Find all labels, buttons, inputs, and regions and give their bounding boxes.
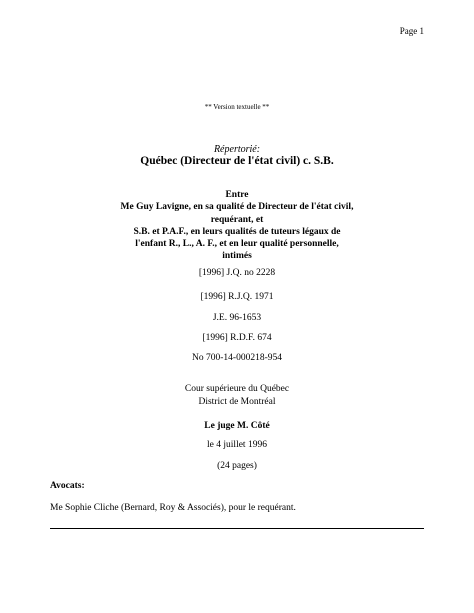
counsel-line: Me Sophie Cliche (Bernard, Roy & Associés), pour le requérant. [50, 503, 296, 513]
version-note: ** Version textuelle ** [204, 103, 270, 111]
page-count: (24 pages) [217, 461, 257, 471]
court-name: Cour supérieure du Québec [184, 384, 290, 394]
repertorie-label: Répertorié: [213, 144, 261, 155]
citation-reference: J.E. 96-1653 [212, 313, 262, 323]
horizontal-rule [50, 528, 424, 529]
file-number: No 700-14-000218-954 [192, 353, 282, 363]
page-number: Page 1 [399, 26, 424, 36]
citation-reference: [1996] R.D.F. 674 [202, 333, 272, 343]
citation-reference: [1996] J.Q. no 2228 [198, 268, 276, 278]
decision-date: le 4 juillet 1996 [207, 440, 267, 450]
parties-block [0, 189, 474, 263]
parties-line: Me Guy Lavigne, en sa qualité de Directeur de l'état civil, [120, 202, 354, 213]
parties-line: S.B. et P.A.F., en leurs qualités de tuteurs légaux de [133, 226, 341, 237]
parties-line: requérant, et [210, 214, 264, 225]
parties-line: intimés [222, 251, 252, 262]
court-district: District de Montréal [198, 396, 276, 407]
judge-name: Le juge M. Côté [204, 421, 270, 431]
case-title: Québec (Directeur de l'état civil) c. S.B. [140, 155, 334, 167]
citation-reference: [1996] R.J.Q. 1971 [200, 292, 274, 302]
parties-line: Entre [225, 190, 249, 200]
court-block [0, 383, 474, 408]
avocats-heading: Avocats: [50, 481, 85, 491]
parties-line: l'enfant R., L., A. F., et en leur qualité personnelle, [135, 239, 339, 250]
